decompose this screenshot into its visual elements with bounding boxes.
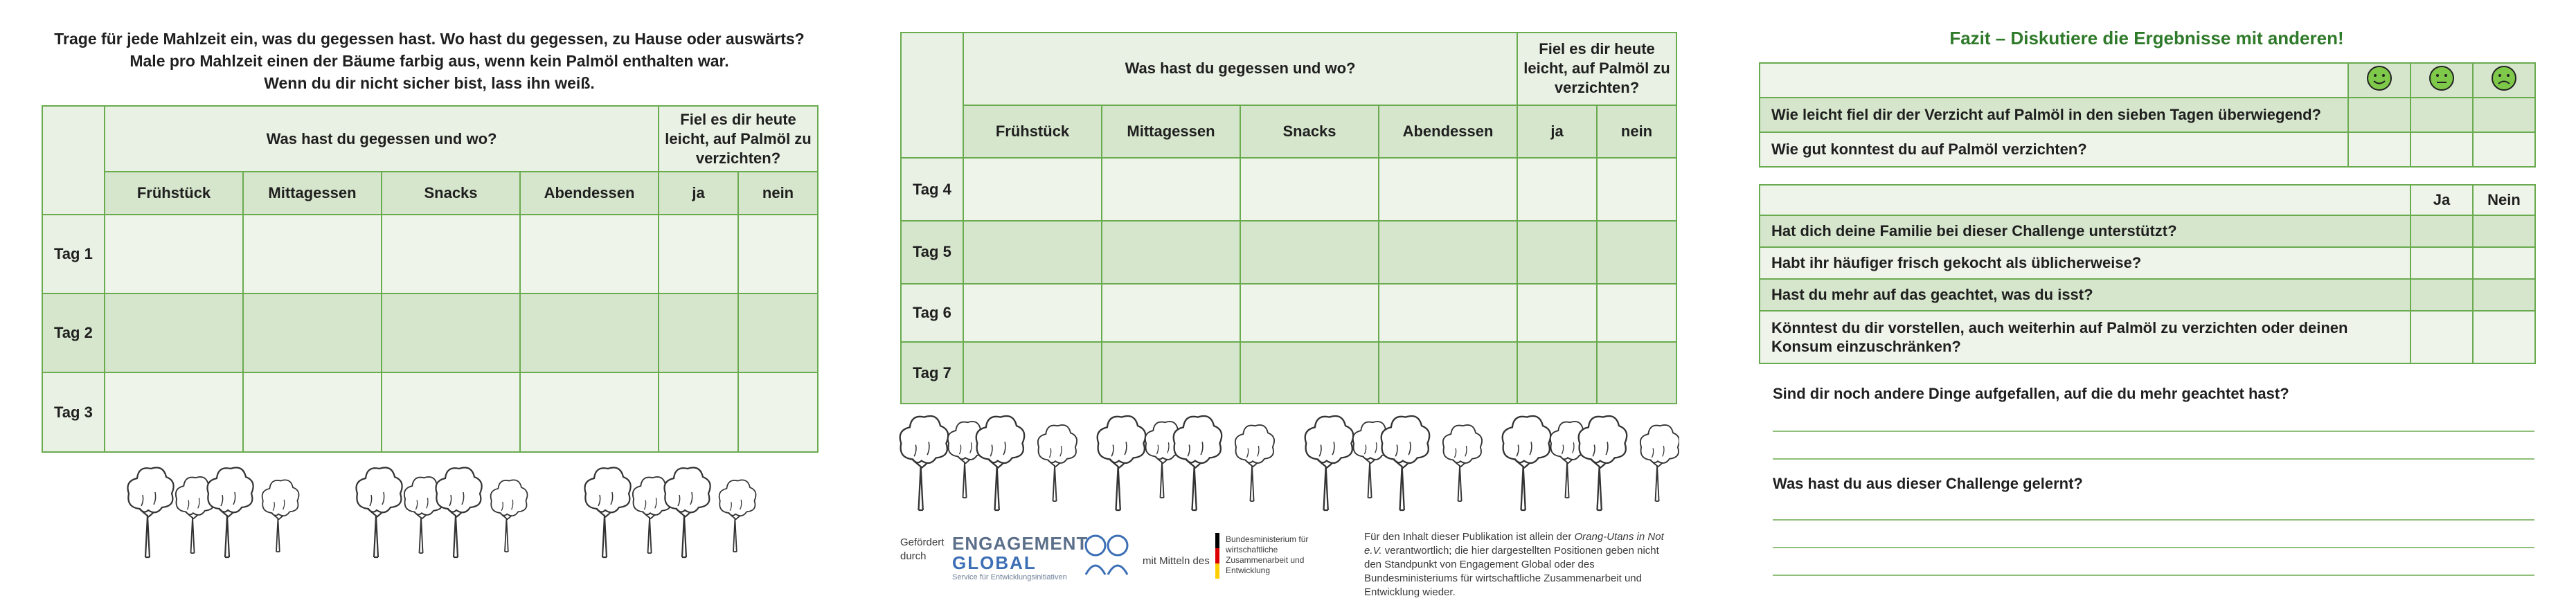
- tree-cluster-1: [128, 468, 299, 558]
- entry-cell[interactable]: [1597, 158, 1676, 221]
- col-ja: ja: [659, 172, 738, 215]
- entry-cell[interactable]: [1517, 342, 1597, 404]
- entry-cell[interactable]: [1517, 284, 1597, 343]
- entry-cell[interactable]: [1240, 221, 1379, 284]
- neutral-face-icon: [2428, 64, 2456, 92]
- entry-cell[interactable]: [659, 372, 738, 452]
- yn-question: Hast du mehr auf das geachtet, was du isst?: [1760, 279, 2410, 311]
- col-fruehstueck: Frühstück: [963, 105, 1102, 159]
- entry-cell[interactable]: [1102, 284, 1240, 343]
- rating-question: Wie gut konntest du auf Palmöl verzichten?: [1760, 132, 2348, 167]
- entry-cell[interactable]: [1102, 158, 1240, 221]
- entry-cell[interactable]: [963, 342, 1102, 404]
- instruction-line: Trage für jede Mahlzeit ein, was du gegessen hast. Wo hast du gegessen, zu Hause oder auswärts?: [54, 30, 805, 48]
- rating-col-happy: [2348, 63, 2410, 98]
- col-fruehstueck: Frühstück: [105, 172, 243, 215]
- rating-cell[interactable]: [2348, 98, 2410, 132]
- sad-face-icon: [2490, 64, 2518, 92]
- instruction-line: Male pro Mahlzeit einen der Bäume farbig aus, wenn kein Palmöl enthalten war.: [129, 52, 729, 70]
- rating-cell[interactable]: [2348, 132, 2410, 167]
- entry-cell[interactable]: [1517, 158, 1597, 221]
- entry-cell[interactable]: [243, 215, 382, 294]
- page-panel-2: [859, 0, 1717, 605]
- answer-line[interactable]: [1773, 431, 2534, 432]
- col-no: Nein: [2473, 185, 2535, 215]
- yn-cell[interactable]: [2473, 247, 2535, 279]
- col-abendessen: Abendessen: [520, 172, 659, 215]
- answer-line[interactable]: [1773, 519, 2534, 521]
- tree-group-day-4-7: [897, 408, 1679, 512]
- entry-cell[interactable]: [659, 294, 738, 372]
- tree-cluster-1: [900, 416, 1077, 510]
- col-mittagessen: Mittagessen: [243, 172, 382, 215]
- rating-table: [1759, 62, 2536, 168]
- entry-cell[interactable]: [963, 158, 1102, 221]
- entry-cell[interactable]: [659, 215, 738, 294]
- row-day-label: Tag 3: [42, 372, 105, 452]
- entry-cell[interactable]: [1597, 342, 1676, 404]
- rating-question: Wie leicht fiel dir der Verzicht auf Palmöl in den sieben Tagen überwiegend?: [1760, 98, 2348, 132]
- yn-cell[interactable]: [2473, 279, 2535, 311]
- header-palm-easy: Fiel es dir heute leicht, auf Palmöl zu verzichten?: [1517, 33, 1676, 105]
- meal-table-days-1-3: [42, 105, 819, 453]
- tree-cluster-4: [1503, 416, 1679, 510]
- col-nein: nein: [1597, 105, 1676, 159]
- entry-cell[interactable]: [963, 221, 1102, 284]
- tree-cluster-3: [585, 468, 756, 558]
- entry-cell[interactable]: [382, 372, 520, 452]
- engagement-global-tagline: Service für Entwicklungsinitiativen: [952, 573, 1067, 581]
- yn-cell[interactable]: [2473, 215, 2535, 247]
- with-means-label: mit Mitteln des: [1143, 555, 1210, 567]
- entry-cell[interactable]: [1102, 342, 1240, 404]
- yn-cell[interactable]: [2473, 311, 2535, 363]
- entry-cell[interactable]: [382, 294, 520, 372]
- disclaimer-part: Für den Inhalt dieser Publikation ist allein der: [1364, 531, 1572, 543]
- instructions: [42, 28, 817, 94]
- row-day-label: Tag 1: [42, 215, 105, 294]
- instruction-line: Wenn du dir nicht sicher bist, lass ihn weiß.: [264, 74, 595, 92]
- page-panel-1: [0, 0, 859, 605]
- entry-cell[interactable]: [520, 294, 659, 372]
- row-day-label: Tag 5: [901, 221, 963, 284]
- answer-line[interactable]: [1773, 458, 2534, 460]
- entry-cell[interactable]: [1379, 342, 1517, 404]
- disclaimer-text: [1364, 530, 1676, 599]
- entry-cell[interactable]: [1240, 158, 1379, 221]
- header-what-eaten: Was hast du gegessen und wo?: [105, 106, 659, 172]
- row-day-label: Tag 7: [901, 342, 963, 404]
- rating-col-neutral: [2410, 63, 2473, 98]
- entry-cell[interactable]: [1379, 221, 1517, 284]
- entry-cell[interactable]: [243, 294, 382, 372]
- entry-cell[interactable]: [1379, 284, 1517, 343]
- page-panel-3: [1717, 0, 2576, 605]
- happy-face-icon: [2365, 64, 2393, 92]
- entry-cell[interactable]: [1240, 284, 1379, 343]
- yn-question: Habt ihr häufiger frisch gekocht als üblicherweise?: [1760, 247, 2410, 279]
- tree-cluster-2: [1098, 416, 1274, 510]
- open-question-1: Sind dir noch andere Dinge aufgefallen, auf die du mehr geachtet hast?: [1773, 385, 2289, 402]
- col-snacks: Snacks: [382, 172, 520, 215]
- yn-cell[interactable]: [2410, 247, 2473, 279]
- entry-cell[interactable]: [738, 215, 818, 294]
- yn-cell[interactable]: [2410, 279, 2473, 311]
- meal-table-days-4-7: [900, 32, 1677, 404]
- disclaimer-part: verantwortlich; die hier dargestellten Positionen geben nicht den Standpunkt von Engagement Global oder des Bundesministeriums für wirtschaftliche Zusammenarbeit und Entwicklung wieder.: [1364, 545, 1659, 598]
- answer-line[interactable]: [1773, 547, 2534, 548]
- yn-cell[interactable]: [2410, 311, 2473, 363]
- col-mittagessen: Mittagessen: [1102, 105, 1240, 159]
- yn-question: Könntest du dir vorstellen, auch weiterhin auf Palmöl zu verzichten oder deinen Konsum einzuschränken?: [1760, 311, 2410, 363]
- funded-by-label: Gefördert durch: [900, 536, 945, 562]
- col-ja: ja: [1517, 105, 1597, 159]
- yes-no-table: [1759, 184, 2536, 364]
- engagement-global-logo-text: ENGAGEMENT: [952, 533, 1089, 554]
- col-abendessen: Abendessen: [1379, 105, 1517, 159]
- entry-cell[interactable]: [1379, 158, 1517, 221]
- engagement-global-people-icon: [1082, 530, 1132, 579]
- german-flag-icon: [1215, 533, 1219, 579]
- entry-cell[interactable]: [1597, 221, 1676, 284]
- col-snacks: Snacks: [1240, 105, 1379, 159]
- row-day-label: Tag 4: [901, 158, 963, 221]
- col-nein: nein: [738, 172, 818, 215]
- entry-cell[interactable]: [1597, 284, 1676, 343]
- header-palm-easy: Fiel es dir heute leicht, auf Palmöl zu verzichten?: [659, 106, 818, 172]
- row-day-label: Tag 2: [42, 294, 105, 372]
- entry-cell[interactable]: [738, 294, 818, 372]
- disclaimer-organisation: Orang-Utans in Not e.V.: [1364, 531, 1664, 557]
- footer-credits: [900, 526, 1676, 598]
- entry-cell[interactable]: [520, 372, 659, 452]
- engagement-global-logo-subtext: GLOBAL: [952, 552, 1037, 573]
- ministry-name: Bundesministerium für wirtschaftliche Zusammenarbeit und Entwicklung: [1226, 534, 1309, 575]
- fazit-title: Fazit – Diskutiere die Ergebnisse mit anderen!: [1949, 28, 2344, 48]
- entry-cell[interactable]: [1102, 221, 1240, 284]
- rating-col-sad: [2473, 63, 2535, 98]
- tree-group-day-1-3: [125, 460, 789, 564]
- entry-cell[interactable]: [105, 215, 243, 294]
- yn-cell[interactable]: [2410, 215, 2473, 247]
- entry-cell[interactable]: [243, 372, 382, 452]
- rating-cell[interactable]: [2473, 132, 2535, 167]
- open-question-2: Was hast du aus dieser Challenge gelernt?: [1773, 475, 2083, 492]
- entry-cell[interactable]: [105, 294, 243, 372]
- rating-cell[interactable]: [2410, 98, 2473, 132]
- col-yes: Ja: [2410, 185, 2473, 215]
- entry-cell[interactable]: [105, 372, 243, 452]
- entry-cell[interactable]: [382, 215, 520, 294]
- answer-line[interactable]: [1773, 575, 2534, 576]
- header-what-eaten: Was hast du gegessen und wo?: [963, 33, 1517, 105]
- tree-cluster-3: [1305, 416, 1482, 510]
- row-day-label: Tag 6: [901, 284, 963, 343]
- rating-cell[interactable]: [2473, 98, 2535, 132]
- entry-cell[interactable]: [963, 284, 1102, 343]
- rating-cell[interactable]: [2410, 132, 2473, 167]
- yn-question: Hat dich deine Familie bei dieser Challenge unterstützt?: [1760, 215, 2410, 247]
- entry-cell[interactable]: [1240, 342, 1379, 404]
- tree-cluster-2: [357, 468, 528, 558]
- entry-cell[interactable]: [520, 215, 659, 294]
- entry-cell[interactable]: [1517, 221, 1597, 284]
- entry-cell[interactable]: [738, 372, 818, 452]
